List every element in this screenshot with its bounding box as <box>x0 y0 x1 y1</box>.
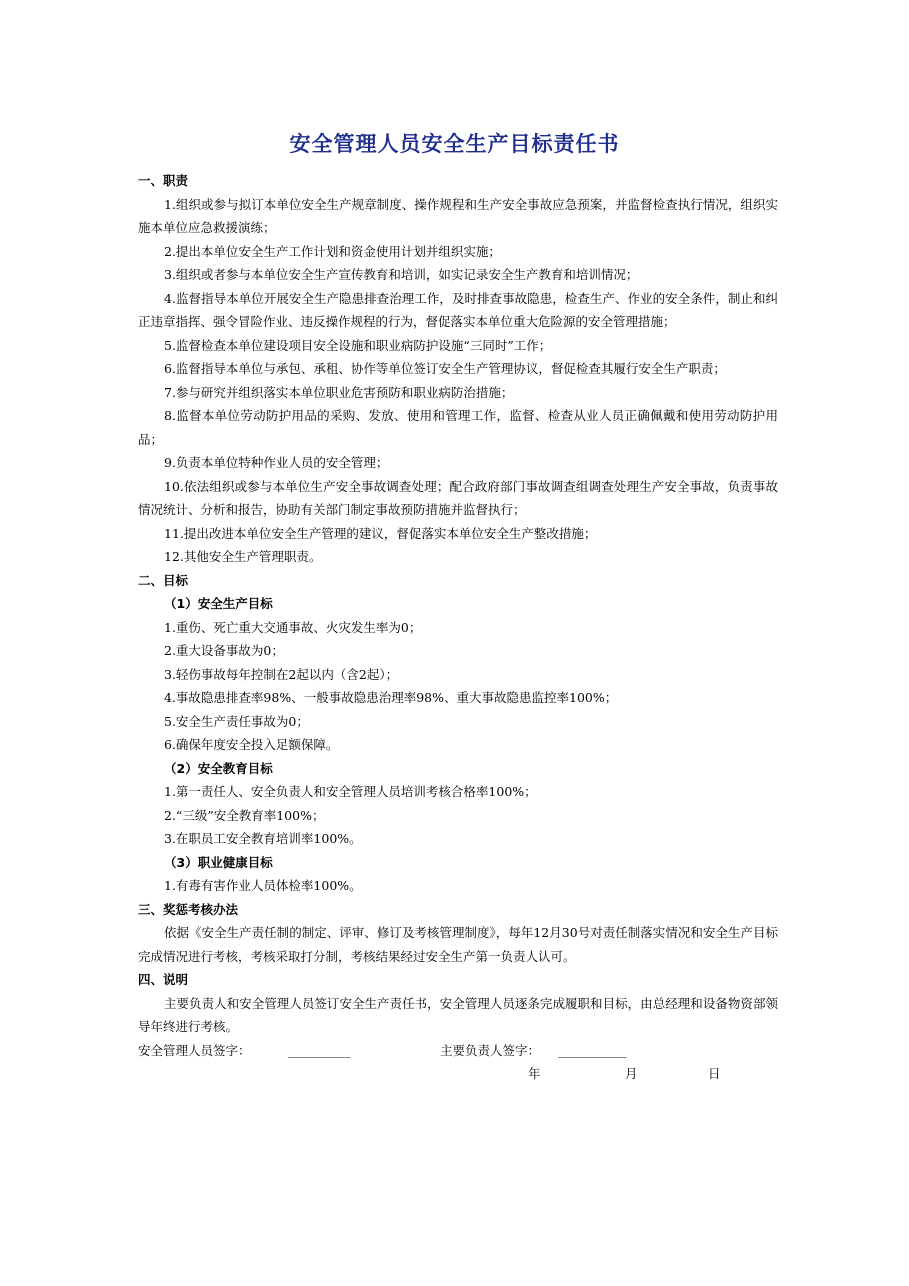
goal-item: 4.事故隐患排查率98%、一般事故隐患治理率98%、重大事故隐患监控率100%； <box>164 690 618 705</box>
safety-manager-signature-line[interactable]: __________ <box>288 1042 351 1058</box>
duty-item: 2.提出本单位安全生产工作计划和资金使用计划并组织实施； <box>164 243 501 259</box>
goal-item: 1.重伤、死亡重大交通事故、火灾发生率为0； <box>164 619 422 635</box>
assessment-text: 依据《安全生产责任制的制定、评审、修订及考核管理制度》，每年12月30号对责任制落实情况和安全生产目标完成情况进行考核，考核采取打分制，考核结果经过安全生产第一负责人认可。 <box>138 925 778 964</box>
notes-text: 主要负责人和安全管理人员签订安全生产责任书，安全管理人员逐条完成履职和目标，由总经理和设备物资部领导年终进行考核。 <box>138 995 778 1034</box>
duty-item: 5.监督检查本单位建设项目安全设施和职业病防护设施“三同时”工作； <box>164 337 552 353</box>
subsection-heading-safety-education: （2）安全教育目标 <box>164 760 273 776</box>
goal-item: 1.第一责任人、安全负责人和安全管理人员培训考核合格率100%； <box>164 784 537 799</box>
subsection-heading-safety-production: （1）安全生产目标 <box>164 596 273 611</box>
goal-item: 6.确保年度安全投入足额保障。 <box>164 737 339 752</box>
duty-item: 12.其他安全生产管理职责。 <box>164 549 322 564</box>
goal-item: 2.“三级”安全教育率100%； <box>164 807 325 823</box>
date-month: 月 <box>625 1066 638 1081</box>
goal-item: 5.安全生产责任事故为0； <box>164 713 309 729</box>
section-heading-duties: 一、职责 <box>138 173 189 188</box>
subsection-heading-occupational-health: （3）职业健康目标 <box>164 854 273 870</box>
date-day: 日 <box>708 1066 721 1081</box>
document-body <box>138 169 778 1086</box>
duty-item: 4.监督指导本单位开展安全生产隐患排查治理工作，及时排查事故隐患，检查生产、作业的安全条件，制止和纠正违章指挥、强令冒险作业、违反操作规程的行为，督促落实本单位重大危险源的安全管理措施； <box>138 290 778 329</box>
goal-item: 3.在职员工安全教育培训率100%。 <box>164 831 362 846</box>
principal-signature-line[interactable]: ___________ <box>558 1042 627 1058</box>
signature-row <box>138 1039 778 1063</box>
section-heading-notes: 四、说明 <box>138 972 189 987</box>
principal-signature-label: 主要负责人签字： <box>440 1042 541 1058</box>
safety-manager-signature-label: 安全管理人员签字： <box>138 1042 251 1058</box>
section-heading-assessment: 三、奖惩考核办法 <box>138 901 239 917</box>
duty-item: 10.依法组织或参与本单位生产安全事故调查处理；配合政府部门事故调查组调查处理生产安全事故，负责事故情况统计、分析和报告，协助有关部门制定事故预防措施并监督执行； <box>138 478 778 517</box>
duty-item: 9.负责本单位特种作业人员的安全管理； <box>164 455 389 470</box>
duty-item: 3.组织或者参与本单位安全生产宣传教育和培训，如实记录安全生产教育和培训情况； <box>164 267 639 282</box>
duty-item: 8.监督本单位劳动防护用品的采购、发放、使用和管理工作，监督、检查从业人员正确佩戴和使用劳动防护用品； <box>138 408 778 447</box>
duty-item: 1.组织或参与拟订本单位安全生产规章制度、操作规程和生产安全事故应急预案，并监督检查执行情况，组织实施本单位应急救援演练； <box>138 196 778 235</box>
duty-item: 7.参与研究并组织落实本单位职业危害预防和职业病防治措施； <box>164 384 514 400</box>
section-heading-goals: 二、目标 <box>138 572 189 588</box>
goal-item: 1.有毒有害作业人员体检率100%。 <box>164 878 362 893</box>
duty-item: 11.提出改进本单位安全生产管理的建议，督促落实本单位安全生产整改措施； <box>164 525 597 541</box>
date-year: 年 <box>528 1066 541 1081</box>
document-title: 安全管理人员安全生产目标责任书 <box>289 132 620 156</box>
date-row <box>138 1062 778 1086</box>
goal-item: 3.轻伤事故每年控制在2起以内（含2起）； <box>164 666 399 682</box>
duty-item: 6.监督指导本单位与承包、承租、协作等单位签订安全生产管理协议，督促检查其履行安全生产职责； <box>164 361 726 376</box>
goal-item: 2.重大设备事故为0； <box>164 643 284 658</box>
